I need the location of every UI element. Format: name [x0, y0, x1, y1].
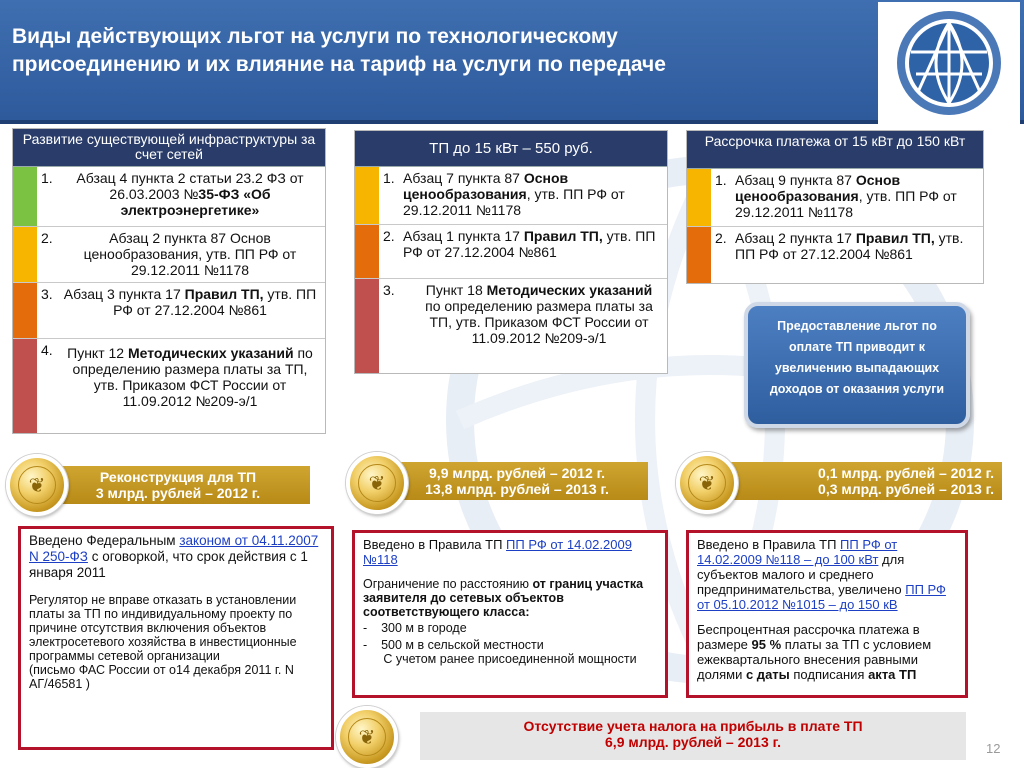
item-text	[57, 283, 325, 338]
coin-emblem-icon	[6, 454, 68, 516]
panel-infrastructure-header: Развитие существующей инфраструктуры за счет сетей	[13, 129, 325, 167]
item-text	[399, 279, 667, 373]
list-item: - 500 м в сельской местности	[363, 638, 544, 652]
list-item	[13, 167, 325, 227]
list-item	[13, 283, 325, 339]
color-bar-orange	[687, 227, 711, 283]
item-number: 3.	[41, 286, 53, 302]
note-box-distance	[352, 530, 668, 698]
note-paragraph	[697, 622, 957, 682]
item-text-bold: Методических указаний	[127, 345, 294, 361]
banner-line-2: 0,3 млрд. рублей – 2013 г.	[818, 481, 994, 497]
note-paragraph	[29, 533, 323, 581]
list-item	[355, 167, 667, 225]
item-text-part: Абзац 9 пункта 87	[735, 172, 856, 188]
item-text-part: Абзац 3 пункта 17	[63, 286, 185, 302]
item-text-part: Пункт 18	[425, 282, 487, 298]
color-bar-red	[355, 279, 379, 373]
eagle-icon: ❦	[348, 718, 386, 756]
list-item	[687, 169, 983, 227]
banner-line-2: 3 млрд. рублей – 2012 г.	[95, 485, 261, 501]
list-item	[13, 339, 325, 433]
eagle-icon: ❦	[358, 464, 396, 502]
coin-emblem-icon	[676, 452, 738, 514]
list-item	[13, 227, 325, 283]
item-text-bold: Методических указаний	[486, 282, 653, 298]
list-item-text: 300 м в городе	[381, 621, 467, 635]
regulation-link[interactable]: ПП РФ от 05.10.2012 №1015 – до 150 кВ	[697, 582, 946, 612]
regulation-link[interactable]: ПП РФ от 14.02.2009 №118	[363, 537, 632, 567]
item-number: 1.	[41, 170, 53, 186]
item-text-part: Абзац 4 пункта 2 статьи 23.2 ФЗ от 26.03.2003 №	[76, 170, 304, 202]
list-item	[355, 279, 667, 373]
item-text-part: Абзац 7 пункта 87	[403, 170, 524, 186]
note-text-bold: с даты	[745, 667, 790, 682]
title-line-2: присоединению и их влияние на тариф на услуги по передаче	[12, 53, 666, 76]
tax-summary-box	[420, 712, 966, 760]
tax-summary-line-1: Отсутствие учета налога на прибыль в плате ТП	[523, 718, 863, 734]
color-bar-yellow	[687, 169, 711, 226]
item-text-bold: Основ ценообразования	[403, 170, 569, 202]
note-paragraph: Регулятор не вправе отказать в установлении платы за ТП по индивидуальному проекту по причине отсутствия включения объектов электросетевого хозяйства в инвестиционные программы сетевой организации	[29, 593, 297, 663]
banner-line-1: 0,1 млрд. рублей – 2012 г.	[818, 465, 994, 481]
note-text: Введено в Правила ТП	[697, 537, 841, 552]
item-text-part: утв. ПП РФ от 27.12.2004 №861	[403, 228, 656, 260]
color-bar-orange	[355, 225, 379, 278]
banner-line-1: 9,9 млрд. рублей – 2012 г.	[429, 465, 605, 481]
color-bar-yellow	[355, 167, 379, 224]
item-number: 3.	[383, 282, 395, 298]
item-number: 2.	[41, 230, 53, 246]
note-text: с оговоркой, что срок действия с 1 января 2011	[29, 549, 308, 580]
banner-line-2: 13,8 млрд. рублей – 2013 г.	[425, 481, 609, 497]
note-text-bold: от границ участка заявителя до сетевых объектов соответствующего класса:	[363, 577, 644, 619]
panel-installment	[686, 130, 984, 284]
item-number: 1.	[383, 170, 395, 186]
color-bar-red	[13, 339, 37, 433]
item-text-bold: Правил ТП,	[523, 228, 603, 244]
slide-title	[12, 23, 852, 79]
list-item	[355, 225, 667, 279]
list-item-text: 500 м в сельской местности	[381, 638, 544, 652]
item-text	[57, 339, 325, 433]
coin-emblem-icon	[346, 452, 408, 514]
coin-emblem-icon	[336, 706, 398, 768]
note-paragraph	[363, 537, 657, 567]
panel-tp-15kw-header: ТП до 15 кВт – 550 руб.	[355, 131, 667, 167]
panel-tp-15kw	[354, 130, 668, 374]
item-text-part: Абзац 1 пункта 17	[403, 228, 524, 244]
item-text: Абзац 2 пункта 87 Основ ценообразования, утв. ПП РФ от 29.12.2011 №1178	[83, 230, 297, 278]
law-link[interactable]: законом от 04.11.2007 N 250-ФЗ	[29, 533, 319, 564]
item-text	[731, 169, 983, 226]
list-item	[687, 227, 983, 283]
item-text-bold: Правил ТП,	[855, 230, 935, 246]
eagle-icon: ❦	[18, 466, 56, 504]
company-logo-icon	[878, 2, 1020, 124]
item-text-part: , утв. ПП РФ от 29.12.2011 №1178	[403, 186, 625, 218]
color-bar-orange	[13, 283, 37, 338]
banner-installment	[718, 462, 1002, 500]
title-line-1: Виды действующих льгот на услуги по технологическому	[12, 25, 618, 48]
note-paragraph: (письмо ФАС России от о14 декабря 2011 г. N АГ/46581 )	[29, 663, 294, 691]
info-callout: Предоставление льгот по оплате ТП приводит к увеличению выпадающих доходов от оказания услуги	[744, 302, 970, 428]
note-text: Введено в Правила ТП	[363, 537, 507, 552]
banner-reconstruction	[46, 466, 310, 504]
item-number: 1.	[715, 172, 727, 188]
item-number: 2.	[715, 230, 727, 246]
item-text-part: по определению размера платы за ТП, утв. Приказом ФСТ России от 11.09.2012 №209-э/1	[425, 298, 653, 346]
item-text	[57, 167, 325, 226]
note-text: Введено Федеральным	[29, 533, 180, 548]
item-text-bold: Правил ТП,	[184, 286, 264, 302]
page-number: 12	[986, 741, 1001, 756]
note-text: Беспроцентная рассрочка платежа в размере	[697, 622, 920, 652]
note-footnote: С учетом ранее присоединенной мощности	[383, 652, 637, 666]
banner-line-1: Реконструкция для ТП	[99, 469, 257, 485]
note-box-installment	[686, 530, 968, 698]
note-box-federal-law	[18, 526, 334, 750]
note-paragraph	[697, 537, 957, 612]
panel-installment-header: Рассрочка платежа от 15 кВт до 150 кВт	[687, 131, 983, 169]
eagle-icon: ❦	[688, 464, 726, 502]
note-text-bold: акта ТП	[868, 667, 917, 682]
tax-summary-line-2: 6,9 млрд. рублей – 2013 г.	[605, 734, 781, 750]
note-text-bold: 95 %	[751, 637, 782, 652]
note-text: для субъектов малого и среднего предпринимательства, увеличено	[697, 552, 906, 597]
regulation-link[interactable]: ПП РФ от 14.02.2009 №118 – до 100 кВт	[697, 537, 898, 567]
note-text: подписания	[789, 667, 869, 682]
item-number: 2.	[383, 228, 395, 244]
list-item: - 300 м в городе	[363, 621, 467, 635]
color-bar-yellow	[13, 227, 37, 282]
item-text-bold: 35-ФЗ «Об электроэнергетике»	[120, 186, 271, 218]
note-text: платы за ТП с условием ежеквартального внесения равными долями	[697, 637, 932, 682]
color-bar-green	[13, 167, 37, 226]
item-text	[399, 225, 667, 278]
note-paragraph	[363, 577, 657, 619]
item-text-part: по определению размера платы за ТП, утв. Приказом ФСТ России от 11.09.2012 №209-э/1	[72, 345, 313, 409]
item-number: 4.	[41, 342, 53, 358]
note-text: Ограничение по расстоянию	[363, 577, 533, 591]
item-text-part: утв. ПП РФ от 27.12.2004 №861	[113, 286, 317, 318]
header-divider	[0, 120, 1024, 124]
item-text-part: Абзац 2 пункта 17	[735, 230, 856, 246]
panel-infrastructure	[12, 128, 326, 434]
item-text-bold: Основ ценообразования	[735, 172, 901, 204]
item-text	[399, 167, 667, 224]
item-text-part: Пункт 12	[67, 345, 128, 361]
banner-tp-15kw	[386, 462, 648, 500]
item-text	[731, 227, 983, 283]
item-text-part: утв. ПП РФ от 27.12.2004 №861	[735, 230, 964, 262]
item-text-part: , утв. ПП РФ от 29.12.2011 №1178	[735, 188, 957, 220]
